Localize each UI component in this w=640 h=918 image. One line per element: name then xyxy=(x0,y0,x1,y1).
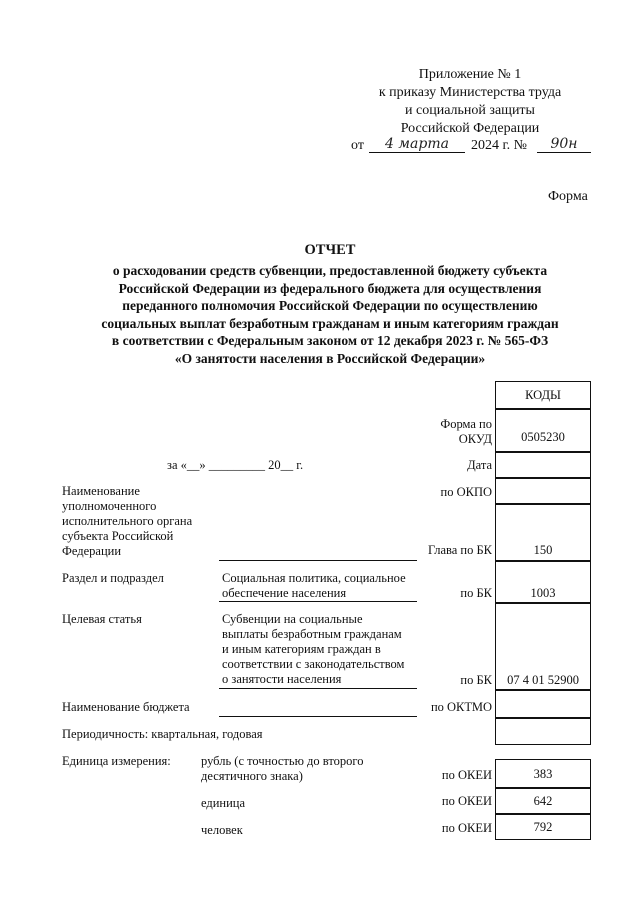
unit3-okei-label: по ОКЕИ xyxy=(441,821,492,835)
subtitle-line: о расходовании средств субвенции, предоставленной бюджету субъекта xyxy=(112,263,548,278)
periodicity-code xyxy=(495,718,591,745)
authority-bk-label: Глава по БК xyxy=(427,543,492,557)
unit-value xyxy=(201,754,364,784)
target-underline xyxy=(219,688,417,689)
okud-code: 0505230 xyxy=(495,409,591,452)
unit-value-line: рубль (с точностью до второго xyxy=(201,754,364,768)
section-value xyxy=(222,571,406,601)
date-code xyxy=(495,452,591,478)
target-bk-code: 07 4 01 52900 xyxy=(495,603,591,690)
report-title: ОТЧЕТ xyxy=(304,242,356,258)
unit2-value: единица xyxy=(201,796,246,810)
subtitle-line: «О занятости населения в Российской Федерации» xyxy=(174,350,486,366)
authority-line: Федерации xyxy=(62,544,122,558)
section-underline xyxy=(219,601,417,602)
okud-label xyxy=(400,417,492,447)
unit-name: Единица измерения: xyxy=(62,754,171,768)
target-value-line: Субвенции на социальные xyxy=(222,612,363,626)
section-bk-code: 1003 xyxy=(495,561,591,603)
authority-line: Наименование xyxy=(62,484,140,498)
section-bk-label: по БК xyxy=(460,586,492,600)
periodicity: Периодичность: квартальная, годовая xyxy=(62,727,263,741)
from-label: от xyxy=(351,138,364,153)
target-value-line: соответствии с законодательством xyxy=(222,657,405,671)
appendix-line-2: и социальной защиты xyxy=(405,103,535,118)
subtitle-line: в соответствии с Федеральным законом от 12 декабря 2023 г. № 565-ФЗ xyxy=(111,333,549,349)
authority-line: уполномоченного xyxy=(62,499,157,513)
authority-line: субъекта Российской xyxy=(62,529,174,543)
budget-oktmo-label: по ОКТМО xyxy=(430,700,492,714)
appendix-line-1: к приказу Министерства труда xyxy=(378,85,562,100)
date-handwritten: 4 марта xyxy=(369,136,465,153)
unit-okei-label: по ОКЕИ xyxy=(441,768,492,782)
target-value-line: и иным категориям граждан в xyxy=(222,642,381,656)
target-value xyxy=(222,612,404,687)
subtitle-line: переданного полномочия Российской Федерации по осуществлению xyxy=(122,298,538,314)
budget-underline xyxy=(219,716,417,717)
unit-value-line: десятичного знака) xyxy=(201,769,303,783)
authority-line: исполнительного органа xyxy=(62,514,193,528)
okud-label-line2: ОКУД xyxy=(458,432,492,446)
budget-oktmo-code xyxy=(495,690,591,718)
authority-underline xyxy=(219,560,417,561)
report-subtitle xyxy=(40,262,620,368)
appendix-line-3: Российской Федерации xyxy=(400,121,540,136)
authority-bk-code: 150 xyxy=(495,504,591,561)
section-name: Раздел и подраздел xyxy=(62,571,164,585)
budget-name: Наименование бюджета xyxy=(62,700,190,714)
unit3-okei-code: 792 xyxy=(495,814,591,840)
target-name: Целевая статья xyxy=(62,612,142,626)
okpo-label: по ОКПО xyxy=(440,485,492,499)
appendix-block xyxy=(360,66,580,138)
target-value-line: выплаты безработным гражданам xyxy=(222,627,402,641)
unit2-okei-code: 642 xyxy=(495,788,591,814)
codes-header: КОДЫ xyxy=(495,381,591,409)
unit3-value: человек xyxy=(201,823,243,837)
target-value-line: о занятости населения xyxy=(222,672,342,686)
section-value-line: обеспечение населения xyxy=(222,586,347,600)
subtitle-line: Российской Федерации из федерального бюджета для осуществления xyxy=(118,280,542,296)
date-label: Дата xyxy=(467,458,492,472)
appendix-date-line xyxy=(351,136,601,156)
okud-label-line1: Форма по xyxy=(440,417,492,431)
period-line: за «__» _________ 20__ г. xyxy=(167,458,304,472)
year-number-label: 2024 г. № xyxy=(471,138,528,153)
target-bk-label: по БК xyxy=(460,673,492,687)
appendix-title: Приложение № 1 xyxy=(418,67,522,82)
unit-okei-code: 383 xyxy=(495,759,591,788)
section-value-line: Социальная политика, социальное xyxy=(222,571,406,585)
unit2-okei-label: по ОКЕИ xyxy=(441,794,492,808)
form-label: Форма xyxy=(548,189,588,204)
okpo-code xyxy=(495,478,591,504)
subtitle-line: социальных выплат безработным гражданам и иным категориям граждан xyxy=(101,315,559,331)
number-handwritten: 90н xyxy=(537,136,591,153)
authority-name xyxy=(62,484,212,559)
